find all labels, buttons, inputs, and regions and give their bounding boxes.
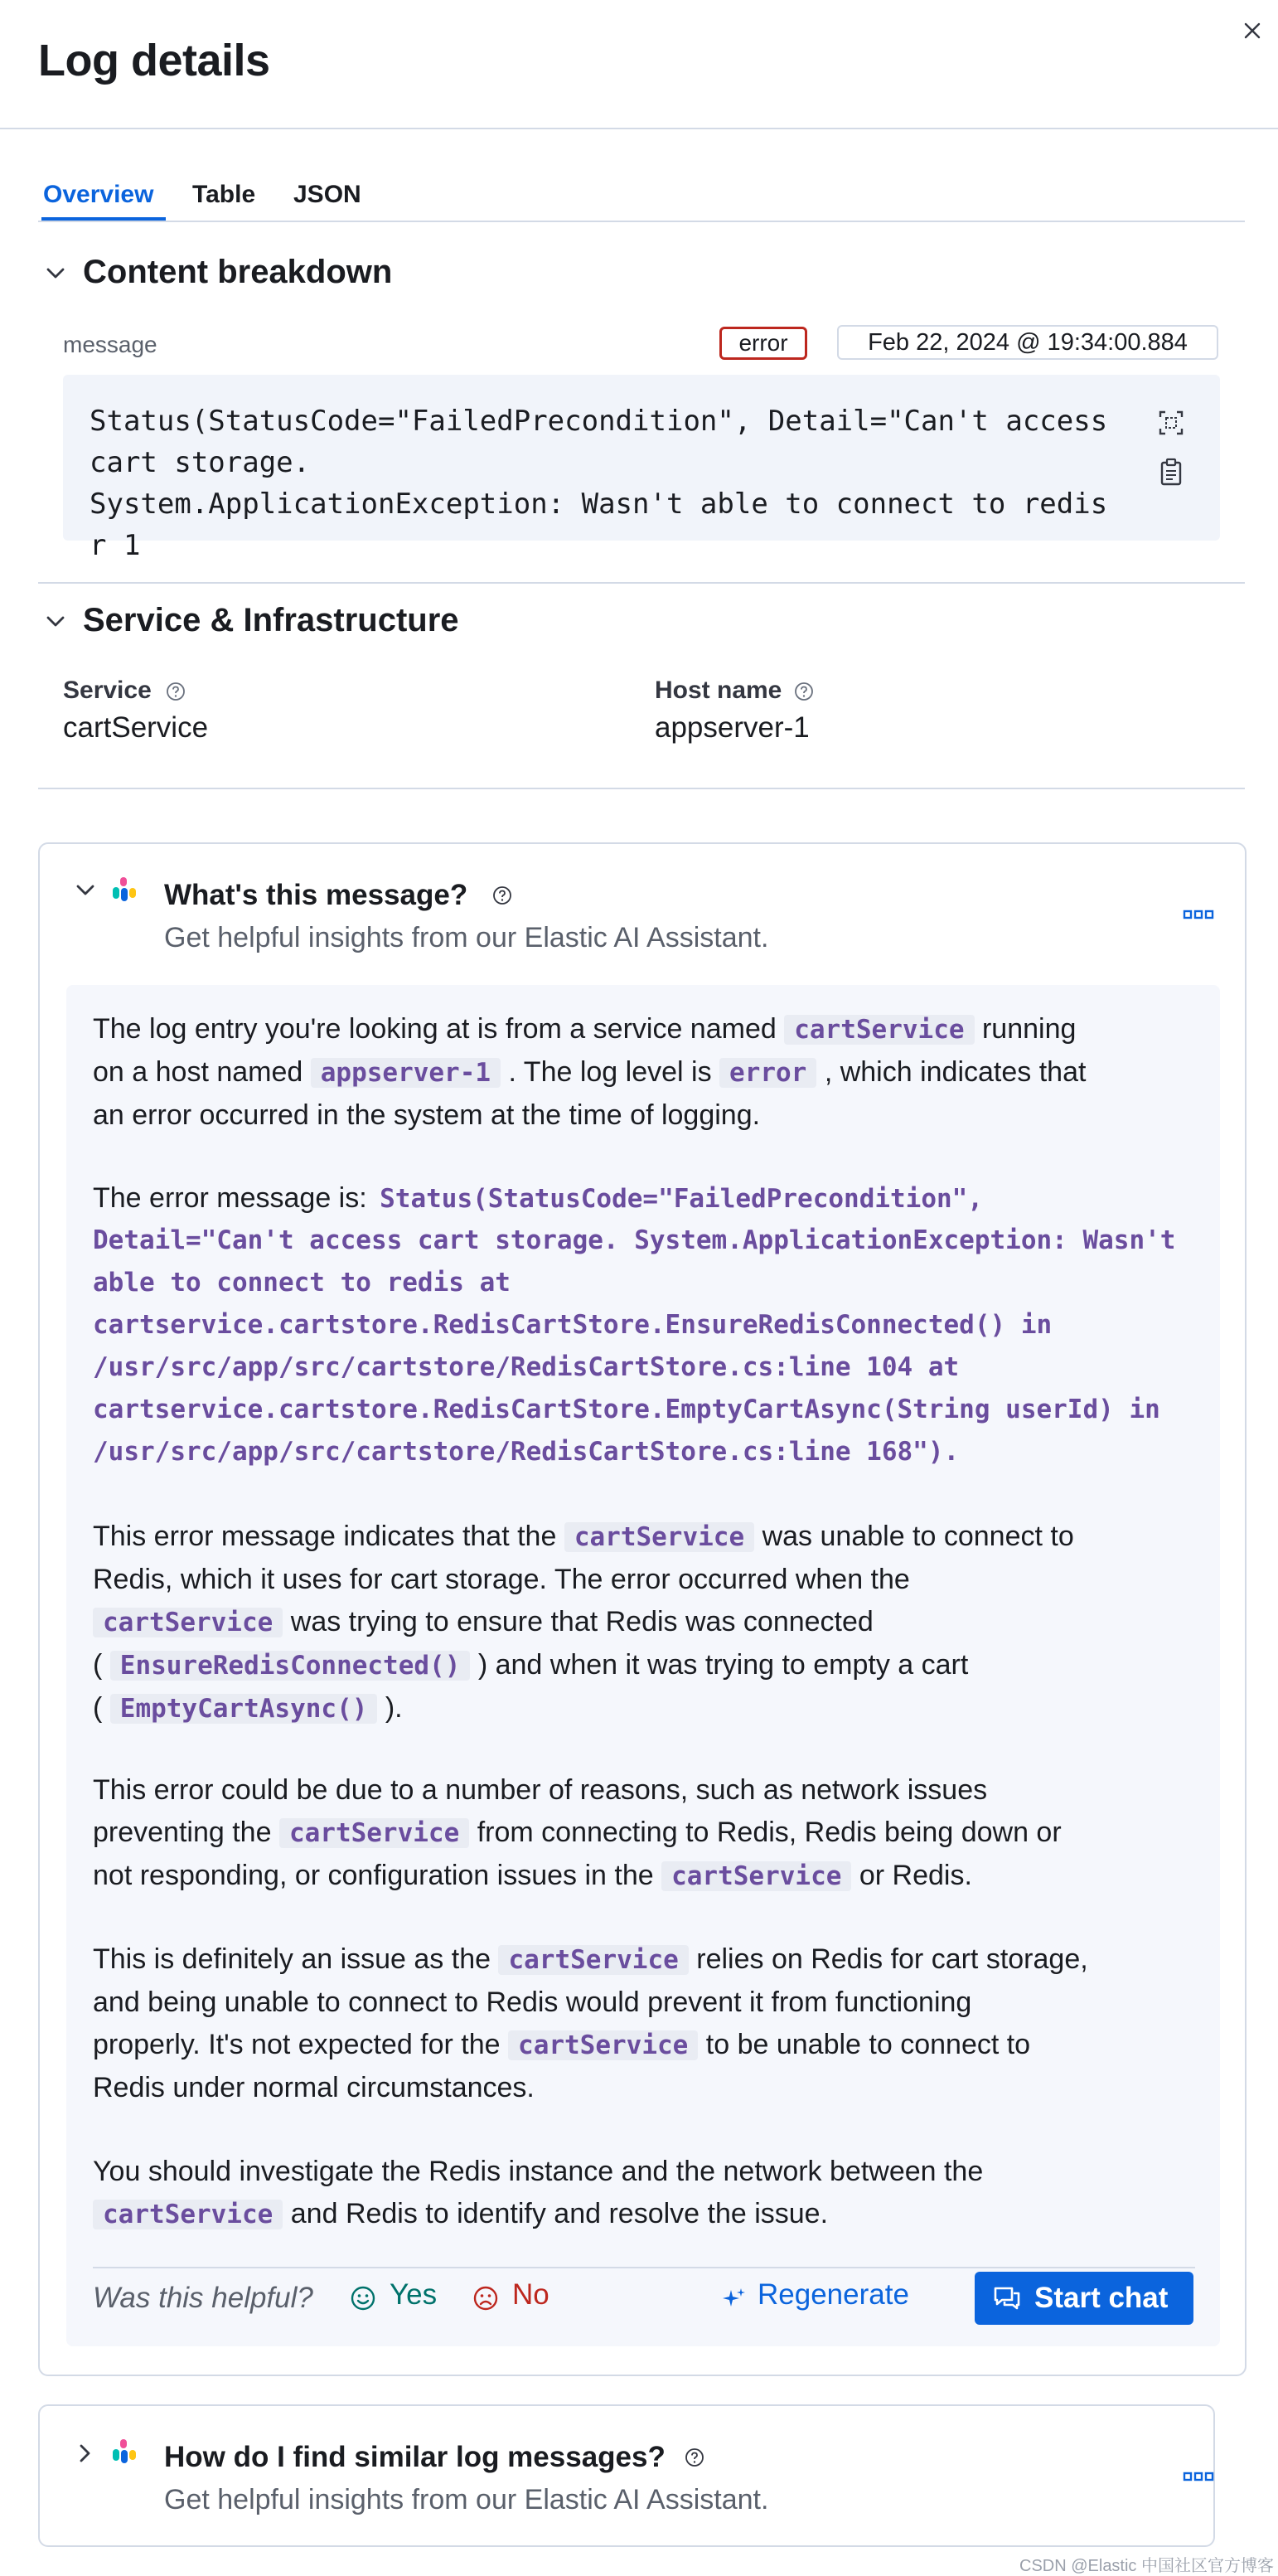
- log-level-badge: error: [719, 327, 807, 360]
- inline-code: Status(StatusCode="FailedPrecondition",: [380, 1184, 984, 1214]
- error-code-block: Detail="Can't access cart storage. System.ApplicationException: Wasn't able to connect to redis at cartservice.cartstore.RedisCartStore.EnsureRedisConnected() in /usr/src/app/src/cartstore/RedisCartStore.cs:line 104 at cartservice.cartstore.RedisCartStore.EmptyCartAsync(String userId) in /usr/src/app/src/cartstore/RedisCartStore.cs:line 168").: [93, 1225, 1176, 1467]
- elastic-assistant-logo-icon: [113, 877, 136, 904]
- service-infrastructure-title: Service & Infrastructure: [83, 602, 459, 638]
- inline-code: cartService: [564, 1522, 754, 1552]
- inline-code: cartService: [661, 1861, 851, 1891]
- timestamp-badge: Feb 22, 2024 @ 19:34:00.884: [837, 325, 1218, 360]
- ai-similar-panel: [38, 2404, 1215, 2547]
- regenerate-button[interactable]: Regenerate: [758, 2278, 909, 2311]
- ai-panel-subtitle: Get helpful insights from our Elastic AI Assistant.: [164, 922, 769, 953]
- host-name-value[interactable]: appserver-1: [655, 711, 810, 744]
- host-name-label: Host name: [655, 677, 782, 704]
- start-chat-label: Start chat: [1034, 2282, 1169, 2314]
- feedback-no-button[interactable]: No: [512, 2278, 549, 2311]
- inline-code: cartService: [498, 1945, 688, 1975]
- feedback-question: Was this helpful?: [93, 2282, 313, 2314]
- message-line: cart storage.: [90, 446, 311, 479]
- response-paragraph: You should investigate the Redis instance and the network between the cartService and Redis to identify and resolve the issue.: [93, 2156, 984, 2229]
- inline-code: cartService: [784, 1015, 974, 1045]
- frown-icon[interactable]: [472, 2285, 499, 2312]
- copy-clipboard-icon[interactable]: [1157, 458, 1185, 488]
- chevron-down-icon[interactable]: [41, 608, 70, 636]
- ai-panel-title: How do I find similar log messages?: [164, 2441, 666, 2473]
- chevron-down-icon[interactable]: [71, 876, 99, 905]
- message-label: message: [63, 332, 157, 357]
- chevron-down-icon[interactable]: [41, 260, 70, 288]
- question-icon[interactable]: [166, 682, 186, 701]
- message-line: System.ApplicationException: Wasn't able to connect to redis: [90, 488, 1108, 521]
- inline-code: cartService: [508, 2030, 698, 2060]
- question-icon[interactable]: [492, 885, 512, 905]
- section-divider: [38, 582, 1245, 584]
- ai-panel-subtitle: Get helpful insights from our Elastic AI Assistant.: [164, 2484, 769, 2515]
- sparkles-icon[interactable]: [721, 2285, 748, 2312]
- active-tab-indicator: [41, 217, 166, 221]
- ai-response-body: [66, 985, 1220, 2346]
- page-title: Log details: [38, 36, 270, 85]
- flyout-header: [0, 0, 1278, 129]
- response-paragraph: The log entry you're looking at is from a service named cartService running on a host named appserver-1 . The log level is error , which indicates that an error occurred in the system at the time of logging.: [93, 1013, 1087, 1131]
- response-paragraph: This error could be due to a number of reasons, such as network issues preventing the cartService from connecting to Redis, Redis being down or not responding, or configuration issues in the cartService or Redis.: [93, 1774, 1062, 1891]
- inline-code: cartService: [93, 1608, 283, 1637]
- inline-code: EmptyCartAsync(): [110, 1694, 378, 1724]
- fullscreen-icon[interactable]: [1157, 408, 1185, 438]
- content-breakdown-title: Content breakdown: [83, 254, 393, 290]
- close-icon[interactable]: [1238, 17, 1266, 45]
- more-options-icon[interactable]: [1184, 2471, 1213, 2482]
- feedback-divider: [93, 2267, 1195, 2268]
- section-divider: [38, 788, 1245, 789]
- watermark: CSDN @Elastic 中国社区官方博客: [1019, 2557, 1274, 2575]
- inline-code: appserver-1: [311, 1058, 501, 1088]
- inline-code: EnsureRedisConnected(): [110, 1651, 471, 1681]
- service-value[interactable]: cartService: [63, 711, 209, 744]
- feedback-yes-button[interactable]: Yes: [390, 2278, 438, 2311]
- response-paragraph: This error message indicates that the cartService was unable to connect to Redis, which it uses for cart storage. The error occurred when the cartService was trying to ensure that Redis was connected ( EnsureRedisConnected() ) and when it was trying to empty a cart ( EmptyCartAsync() ).: [93, 1521, 1074, 1724]
- chevron-right-icon[interactable]: [71, 2439, 99, 2467]
- question-icon[interactable]: [794, 682, 814, 701]
- response-paragraph: This is definitely an issue as the cartService relies on Redis for cart storage, and being unable to connect to Redis would prevent it from functioning properly. It's not expected for the cartService to be unable to connect to Redis under normal circumstances.: [93, 1943, 1088, 2103]
- more-options-icon[interactable]: [1184, 909, 1213, 920]
- smile-icon[interactable]: [350, 2285, 376, 2312]
- inline-code: cartService: [279, 1818, 469, 1848]
- question-icon[interactable]: [685, 2447, 704, 2467]
- chat-icon: [993, 2285, 1021, 2312]
- message-line: Status(StatusCode="FailedPrecondition", Detail="Can't access: [90, 405, 1108, 438]
- start-chat-button[interactable]: [975, 2272, 1193, 2325]
- inline-code: error: [719, 1058, 816, 1088]
- inline-code: cartService: [93, 2200, 283, 2229]
- service-label: Service: [63, 677, 152, 704]
- tab-bar: [38, 176, 1245, 222]
- tab-overview[interactable]: Overview: [43, 181, 154, 208]
- elastic-assistant-logo-icon: [113, 2439, 136, 2466]
- ai-panel-title: What's this message?: [164, 879, 468, 911]
- response-paragraph: The error message is: Status(StatusCode="FailedPrecondition",: [93, 1182, 984, 1214]
- tab-table[interactable]: Table: [192, 181, 256, 208]
- message-code-block: Status(StatusCode="FailedPrecondition", Detail="Can't access cart storage. System.ApplicationException: Wasn't able to connect to redis r 1: [63, 375, 1220, 541]
- tab-json[interactable]: JSON: [293, 181, 361, 208]
